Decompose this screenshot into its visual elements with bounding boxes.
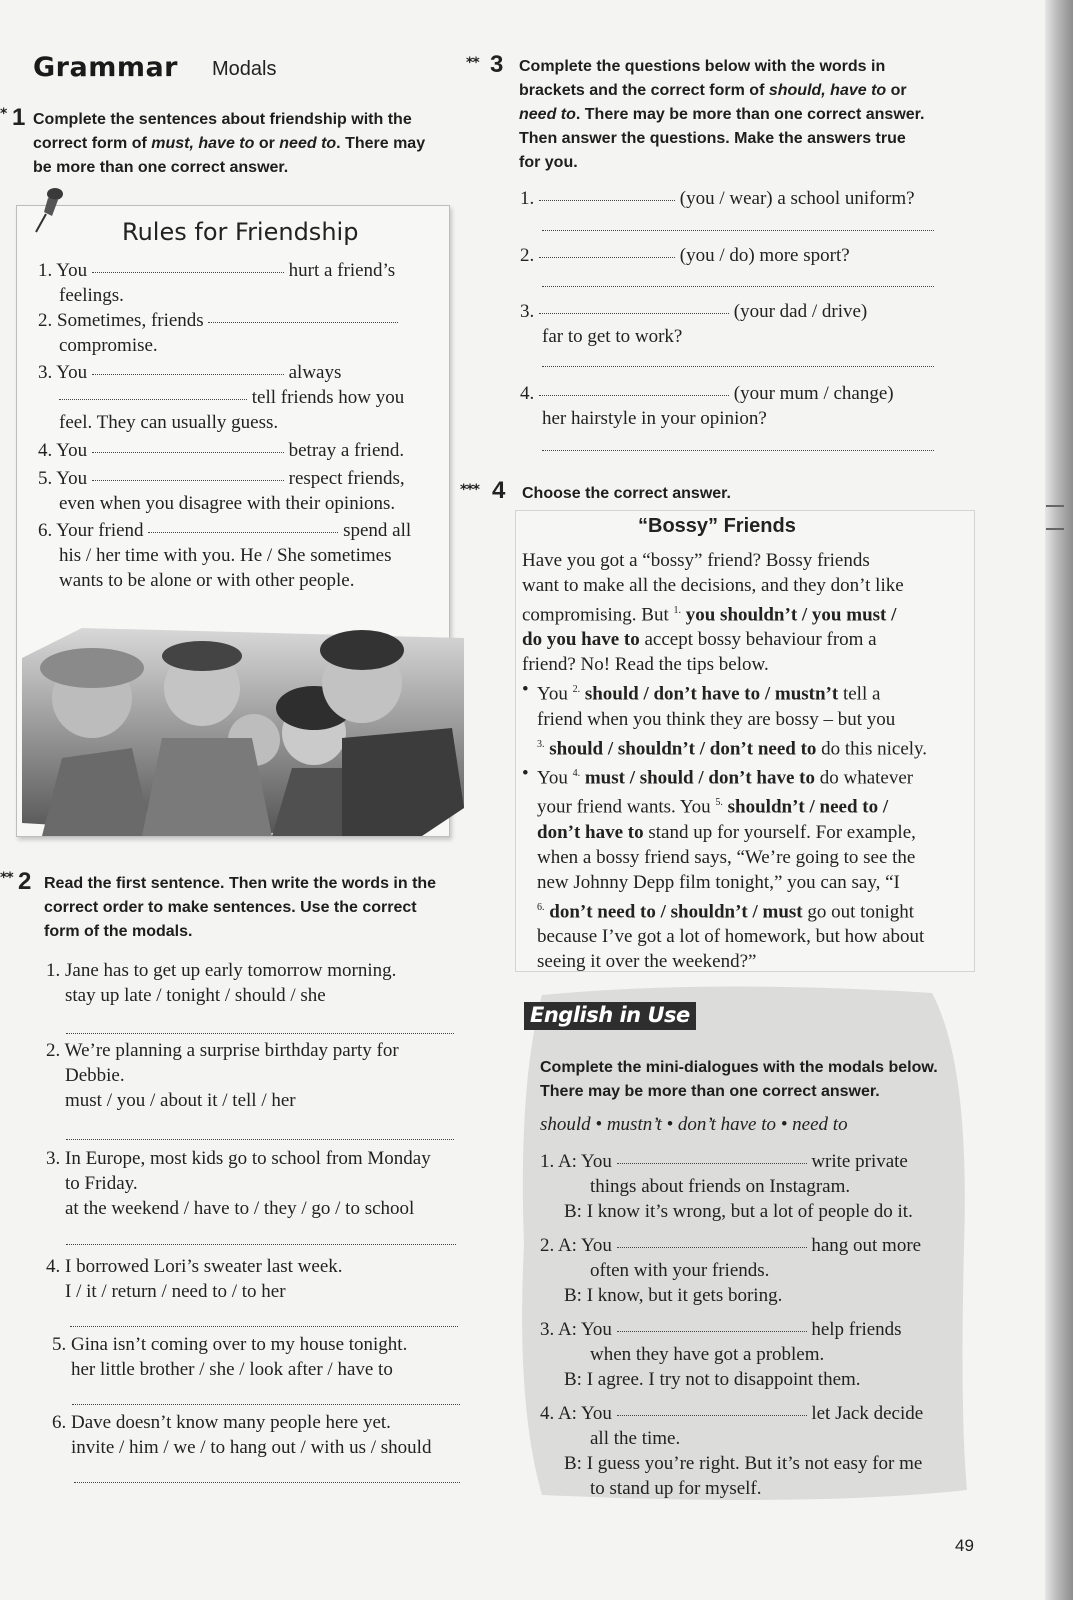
list-item: 4. I borrowed Lori’s sweater last week. I / it / return / need to / to her: [46, 1256, 343, 1302]
dialogue-item: 2. A: You hang out more often with your friends. B: I know, but it gets boring.: [540, 1235, 922, 1306]
list-item: 2. (you / do) more sport?: [520, 245, 850, 266]
page-number: 49: [955, 1536, 974, 1555]
dialogue-item: 3. A: You help friends when they have got a problem. B: I agree. I try not to disappoint them.: [540, 1319, 902, 1390]
dialogues: [540, 1149, 970, 1501]
ex3-instruction: Complete the questions below with the words in brackets and the correct form of should, have to or need to. There may be more than one correct answer. Then answer the questions. Make the answers true for you.: [519, 58, 925, 171]
answer-blank[interactable]: [617, 1330, 807, 1332]
ex1-instruction: Complete the sentences about friendship with the correct form of must, have to or need to. There may be more than one correct answer.: [33, 111, 426, 176]
ex3-number: 3: [490, 51, 504, 78]
list-item: 4. You betray a friend.: [38, 440, 405, 461]
answer-line[interactable]: [542, 286, 934, 287]
answer-line[interactable]: [542, 230, 934, 231]
list-item: 3. (your dad / drive) far to get to work?: [520, 301, 868, 347]
list-item: 4. (your mum / change) her hairstyle in your opinion?: [520, 383, 894, 429]
dialogue-item: 4. A: You let Jack decide all the time. B: I guess you’re right. But it’s not easy for me to stand up for myself.: [540, 1403, 924, 1499]
ex3-list: [520, 186, 960, 441]
dialogue-item: 1. A: You write private things about friends on Instagram. B: I know it’s wrong, but a lot of people do it.: [540, 1151, 913, 1222]
pushpin-icon: [30, 186, 70, 236]
ex4-instruction: Choose the correct answer.: [522, 485, 731, 502]
ex4-number: 4: [492, 477, 506, 504]
answer-blank[interactable]: [208, 321, 398, 323]
answer-blank[interactable]: [539, 394, 729, 396]
ex1-difficulty-stars: *: [0, 106, 7, 122]
section-title: Grammar: [33, 52, 178, 83]
english-in-use-label: English in Use: [524, 1002, 696, 1030]
list-item: 1. You hurt a friend’s feelings.: [38, 260, 396, 306]
answer-blank[interactable]: [59, 398, 247, 400]
list-item: 5. Gina isn’t coming over to my house tonight. her little brother / she / look after / have to: [52, 1334, 408, 1380]
answer-line[interactable]: [66, 1139, 454, 1140]
list-item: 3. In Europe, most kids go to school from Monday to Friday. at the weekend / have to / they / go / to school: [46, 1148, 431, 1219]
answer-blank[interactable]: [92, 451, 284, 453]
section-subtitle: Modals: [212, 58, 277, 80]
list-item: 3. You always tell friends how you feel. They can usually guess.: [38, 362, 405, 433]
answer-blank[interactable]: [539, 312, 729, 314]
list-item: 2. Sometimes, friends compromise.: [38, 308, 438, 360]
answer-line[interactable]: [542, 450, 934, 451]
answer-line[interactable]: [72, 1404, 460, 1405]
list-item: 1. (you / wear) a school uniform?: [520, 188, 915, 209]
answer-blank[interactable]: [539, 256, 675, 258]
list-item: 5. You respect friends, even when you disagree with their opinions.: [38, 468, 405, 514]
answer-blank[interactable]: [617, 1414, 807, 1416]
list-item: 2. We’re planning a surprise birthday party for Debbie. must / you / about it / tell / her: [46, 1040, 399, 1111]
eiu-instruction: Complete the mini-dialogues with the modals below. There may be more than one correct answer.: [540, 1059, 938, 1100]
rules-list: [38, 258, 438, 594]
ex2-instruction: Read the first sentence. Then write the words in the correct order to make sentences. Use the correct form of the modals.: [44, 875, 437, 940]
answer-line[interactable]: [542, 366, 934, 367]
list-item: 6. Your friend spend all his / her time with you. He / She sometimes wants to be alone or with other people.: [38, 520, 412, 591]
answer-blank[interactable]: [92, 373, 284, 375]
bossy-text: Have you got a “bossy” friend? Bossy friends want to make all the decisions, and they don’t like compromising. But $^{1.}$ you shouldn’t / you must / do you have to accept bossy behaviour from a friend? No! Read the tips below. • You $^{2.}$ should / don’t have to / mustn’t tell a friend when you think they are bossy – but you $^{3.}$ should / shouldn’t / don’t need to do this nicely. • You $^{4.}$ must / should / don’t have to do whatever your friend wants. You $^{5.}$ shouldn’t / need to / don’t have to stand up for yourself. For example, when a bossy friend says, “We’re going to see the new Johnny Depp film tonight,” you can say, “I $^{6.}$ don’t need to / shouldn’t / must go out tonight because I’ve got a lot of homework, but how about seeing it over the weekend?”: [522, 548, 972, 974]
card-title: Rules for Friendship: [122, 218, 359, 246]
book-spine: [1045, 0, 1073, 1600]
word-bank: should • mustn’t • don’t have to • need to: [540, 1114, 848, 1135]
answer-line[interactable]: [66, 1033, 454, 1034]
answer-blank[interactable]: [148, 531, 338, 533]
ex4-difficulty-stars: ***: [460, 482, 479, 498]
answer-blank[interactable]: [92, 479, 284, 481]
friends-photo: [22, 628, 464, 836]
ex3-difficulty-stars: **: [466, 55, 479, 71]
answer-line[interactable]: [66, 1244, 456, 1245]
answer-blank[interactable]: [92, 271, 284, 273]
ex1-number: 1: [12, 104, 26, 131]
list-item: 1. Jane has to get up early tomorrow morning. stay up late / tonight / should / she: [46, 960, 397, 1006]
tip-bullet: • You $^{2.}$ should / don’t have to / mustn’t tell a friend when you think they are bossy – but you $^{3.}$ should / shouldn’t / don’t need to do this nicely.: [522, 679, 928, 759]
box-title: “Bossy” Friends: [638, 515, 796, 537]
ex2-difficulty-stars: **: [0, 870, 13, 886]
list-item: 6. Dave doesn’t know many people here yet. invite / him / we / to hang out / with us / should: [52, 1412, 432, 1458]
ex2-list: [46, 958, 476, 1470]
answer-blank[interactable]: [539, 199, 675, 201]
answer-line[interactable]: [74, 1482, 460, 1483]
answer-blank[interactable]: [617, 1246, 807, 1248]
answer-line[interactable]: [70, 1326, 458, 1327]
ex2-number: 2: [18, 868, 32, 895]
answer-blank[interactable]: [617, 1162, 807, 1164]
tip-bullet: • You $^{4.}$ must / should / don’t have to do whatever your friend wants. You $^{5.}$ shouldn’t / need to / don’t have to stand up for yourself. For example, when a bossy friend says, “We’re going to see the new Johnny Depp film tonight,” you can say, “I $^{6.}$ don’t need to / shouldn’t / must go out tonight because I’ve got a lot of homework, but how about seeing it over the weekend?”: [522, 762, 925, 972]
